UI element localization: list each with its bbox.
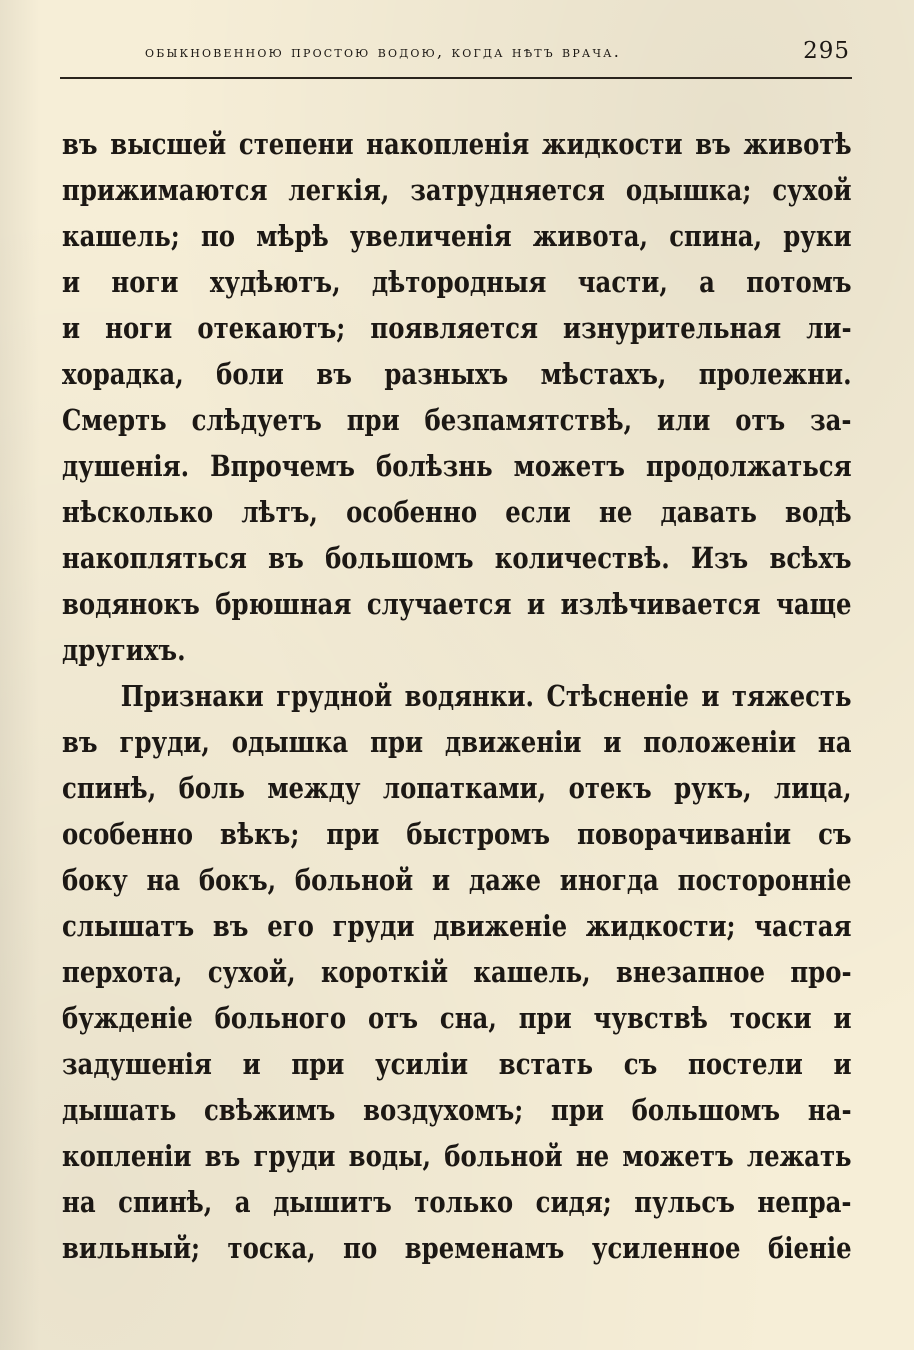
word: и	[62, 311, 81, 345]
word: легкія,	[288, 173, 390, 207]
word: сухой,	[207, 955, 296, 989]
text-line	[62, 1225, 852, 1271]
word: накопленія	[366, 127, 530, 161]
word: и	[603, 725, 622, 759]
page-header	[145, 38, 850, 68]
word: и	[242, 1047, 261, 1081]
word: водѣ	[785, 495, 852, 529]
word: при	[346, 403, 400, 437]
word: встать	[498, 1047, 594, 1081]
word: потомъ	[746, 265, 852, 299]
word: сидя;	[535, 1185, 612, 1219]
word: частая	[754, 909, 852, 943]
word: появляется	[370, 311, 538, 345]
word: сухой	[772, 173, 852, 207]
word: Смерть	[62, 403, 167, 437]
text-line	[62, 397, 852, 443]
word: въ	[204, 1139, 241, 1173]
word: тоска,	[227, 1231, 316, 1265]
word: лежать	[746, 1139, 852, 1173]
word: одышка;	[625, 173, 752, 207]
word: ноги	[111, 265, 179, 299]
word: грудной	[276, 679, 393, 713]
word: слѣдуетъ	[191, 403, 322, 437]
word: кашель;	[62, 219, 180, 253]
word: усиленное	[591, 1231, 741, 1265]
word: на-	[807, 1093, 852, 1127]
text-line	[62, 627, 852, 673]
word: и	[432, 863, 451, 897]
word: перхота,	[62, 955, 183, 989]
word: накопляться	[62, 541, 247, 575]
text-line	[62, 1041, 852, 1087]
word: на	[62, 1185, 96, 1219]
word: въ	[212, 909, 249, 943]
word: отъ	[735, 403, 786, 437]
word: при	[291, 1047, 345, 1081]
word: отъ	[367, 1001, 419, 1035]
word: лица,	[774, 771, 852, 805]
word: Впрочемъ	[210, 449, 355, 483]
text-line	[62, 535, 852, 581]
text-line	[62, 1133, 852, 1179]
word: не	[598, 495, 633, 529]
word: безпамятствѣ,	[424, 403, 633, 437]
word: постели	[688, 1047, 803, 1081]
word: даже	[468, 863, 541, 897]
word: давать	[660, 495, 757, 529]
text-line	[62, 857, 852, 903]
word: непра-	[757, 1185, 852, 1219]
word: другихъ.	[62, 633, 186, 667]
word: иногда	[559, 863, 659, 897]
word: и	[527, 587, 546, 621]
word: на	[817, 725, 852, 759]
word: можетъ	[513, 449, 625, 483]
word: чаще	[776, 587, 852, 621]
word: посторонніе	[677, 863, 852, 897]
text-line	[62, 167, 852, 213]
page-number: 295	[803, 38, 850, 64]
word: по	[200, 219, 236, 253]
word: временамъ	[404, 1231, 565, 1265]
word: руки	[783, 219, 852, 253]
word: или	[657, 403, 711, 437]
word: ноги	[105, 311, 173, 345]
word: больной	[294, 863, 414, 897]
word: душенія.	[62, 449, 190, 483]
word: большомъ	[325, 541, 474, 575]
word: боли	[216, 357, 284, 391]
word: за-	[810, 403, 852, 437]
word: жидкости;	[585, 909, 736, 943]
word: груди	[332, 909, 415, 943]
word: разныхъ	[384, 357, 509, 391]
word: спинѣ,	[62, 771, 157, 805]
word: мѣрѣ	[256, 219, 329, 253]
word: дышать	[62, 1093, 177, 1127]
text-line	[62, 489, 852, 535]
word: случается	[366, 587, 512, 621]
word: дѣтородныя	[371, 265, 547, 299]
word: и	[833, 1001, 852, 1035]
word: свѣжимъ	[203, 1093, 336, 1127]
word: водянокъ	[62, 587, 200, 621]
word: всѣхъ	[769, 541, 852, 575]
word: жидкости	[541, 127, 683, 161]
word: Изъ	[690, 541, 749, 575]
word: ли-	[806, 311, 852, 345]
word: про-	[790, 955, 852, 989]
word: сна,	[439, 1001, 497, 1035]
word: дышитъ	[273, 1185, 392, 1219]
word: части,	[577, 265, 668, 299]
word: въ	[695, 127, 731, 161]
word: тоски	[729, 1001, 812, 1035]
word: затрудняется	[410, 173, 605, 207]
word: короткій	[320, 955, 449, 989]
word: нѣсколько	[62, 495, 214, 529]
word: бужденіе	[62, 1001, 193, 1035]
word: большомъ	[631, 1093, 781, 1127]
word: особенно	[346, 495, 478, 529]
word: въ	[316, 357, 352, 391]
text-line	[62, 673, 852, 719]
word: прижимаются	[62, 173, 268, 207]
word: въ	[62, 127, 98, 161]
word: увеличенія	[349, 219, 512, 253]
text-line	[62, 1179, 852, 1225]
header-rule	[60, 77, 852, 79]
word: боку	[62, 863, 128, 897]
word: можетъ	[622, 1139, 734, 1173]
word: чувствѣ	[593, 1001, 708, 1035]
text-line	[62, 305, 852, 351]
word: Признаки	[120, 679, 264, 713]
word: кашель,	[473, 955, 591, 989]
word: продолжаться	[645, 449, 852, 483]
word: количествѣ.	[494, 541, 670, 575]
word: высшей	[110, 127, 227, 161]
body-text	[62, 121, 852, 1271]
text-line	[62, 443, 852, 489]
word: груди,	[119, 725, 210, 759]
word: не	[575, 1139, 610, 1173]
word: бокъ,	[198, 863, 277, 897]
word: отекъ	[568, 771, 652, 805]
text-line	[62, 213, 852, 259]
word: хорадка,	[62, 357, 184, 391]
word: лопатками,	[382, 771, 547, 805]
word: болѣзнь	[375, 449, 493, 483]
word: положеніи	[643, 725, 797, 759]
word: по	[343, 1231, 378, 1265]
word: живота,	[532, 219, 649, 253]
word: задушенія	[62, 1047, 212, 1081]
word: излѣчивается	[560, 587, 761, 621]
word: его	[267, 909, 314, 943]
word: слышатъ	[62, 909, 195, 943]
word: мѣстахъ,	[540, 357, 667, 391]
text-line	[62, 765, 852, 811]
word: брюшная	[215, 587, 352, 621]
word: при	[326, 817, 380, 851]
word: боль	[178, 771, 245, 805]
word: и	[701, 679, 720, 713]
word: рукъ,	[674, 771, 752, 805]
word: животѣ	[743, 127, 852, 161]
word: съ	[623, 1047, 658, 1081]
word: а	[234, 1185, 251, 1219]
word: степени	[238, 127, 354, 161]
text-line	[62, 811, 852, 857]
word: воды,	[348, 1139, 431, 1173]
word: спина,	[669, 219, 763, 253]
text-line	[62, 259, 852, 305]
word: на	[146, 863, 181, 897]
word: усиліи	[375, 1047, 469, 1081]
word: если	[505, 495, 571, 529]
word: при	[550, 1093, 604, 1127]
text-line	[62, 581, 852, 627]
word: изнурительная	[563, 311, 782, 345]
word: груди	[253, 1139, 336, 1173]
word: при	[518, 1001, 572, 1035]
word: біеніе	[767, 1231, 852, 1265]
word: движеніи	[444, 725, 582, 759]
text-line	[62, 1087, 852, 1133]
word: особенно	[62, 817, 193, 851]
text-line	[62, 121, 852, 167]
word: воздухомъ;	[363, 1093, 524, 1127]
text-line	[62, 903, 852, 949]
word: вильный;	[62, 1231, 201, 1265]
running-title: обыкновенною простою водою, когда нѣтъ врача.	[145, 42, 621, 61]
word: водянки.	[404, 679, 535, 713]
word: отекаютъ;	[197, 311, 346, 345]
word: больного	[214, 1001, 347, 1035]
word: пролежни.	[698, 357, 852, 391]
word: больной	[444, 1139, 563, 1173]
word: тяжесть	[731, 679, 852, 713]
word: съ	[818, 817, 852, 851]
word: копленіи	[62, 1139, 192, 1173]
word: Стѣсненіе	[546, 679, 689, 713]
word: пульсъ	[634, 1185, 735, 1219]
word: въ	[62, 725, 98, 759]
text-line	[62, 995, 852, 1041]
word: между	[267, 771, 361, 805]
word: и	[833, 1047, 852, 1081]
text-line	[62, 351, 852, 397]
text-line	[62, 719, 852, 765]
word: движеніе	[433, 909, 568, 943]
word: въ	[268, 541, 304, 575]
word: при	[370, 725, 424, 759]
word: быстромъ	[406, 817, 551, 851]
word: одышка	[231, 725, 349, 759]
word: поворачиваніи	[577, 817, 792, 851]
word: и	[62, 265, 81, 299]
word: а	[699, 265, 715, 299]
word: внезапное	[616, 955, 766, 989]
text-line	[62, 949, 852, 995]
word: худѣютъ,	[209, 265, 341, 299]
word: только	[414, 1185, 514, 1219]
word: спинѣ,	[118, 1185, 213, 1219]
word: лѣтъ,	[241, 495, 318, 529]
word: вѣкъ;	[220, 817, 300, 851]
